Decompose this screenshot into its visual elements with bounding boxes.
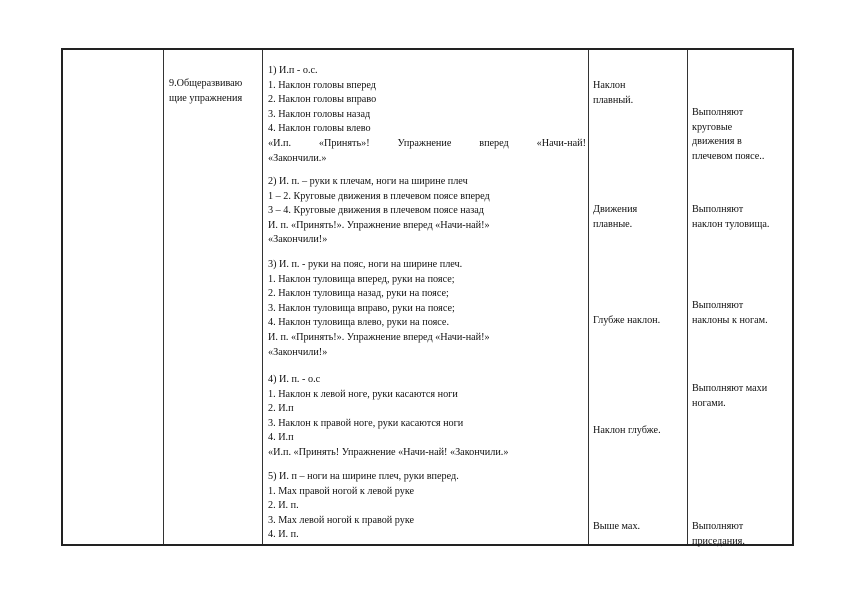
word: «Принять»! <box>318 137 370 149</box>
exercise-line: 1. Наклон туловища вперед, руки на поясе; <box>268 273 455 285</box>
exercise-line: 1. Наклон головы вперед <box>268 79 376 91</box>
exercise-line: 3. Наклон головы назад <box>268 108 371 120</box>
action-line: приседания. <box>692 535 745 547</box>
note-line: Выше мах. <box>593 521 641 532</box>
exercise-line: 4. И.п <box>268 432 294 444</box>
section-title <box>169 77 261 106</box>
action-4 <box>692 382 792 411</box>
section-title-line: щие упражнения <box>169 92 243 104</box>
exercise-line: 1) И.п - о.с. <box>268 65 318 76</box>
action-line: Выполняют махи <box>692 383 768 394</box>
action-line: наклоны к ногам. <box>692 314 768 326</box>
column-divider <box>588 50 589 544</box>
note-line: Глубже наклон. <box>593 315 661 326</box>
exercise-line: 5) И. п – ноги на ширине плеч, руки вперед. <box>268 471 459 482</box>
action-line: Выполняют <box>692 204 744 215</box>
exercise-line: 3) И. п. - руки на пояс, ноги на ширине плеч. <box>268 259 463 270</box>
exercise-line: 3 – 4. Круговые движения в плечевом поясе назад <box>268 205 484 217</box>
exercise-line: 2) И. п. – руки к плечам, ноги на ширине плеч <box>268 176 468 187</box>
exercise-block-1 <box>268 64 586 166</box>
exercise-line: 1 – 2. Круговые движения в плечевом поясе вперед <box>268 190 490 202</box>
exercise-line: 3. Наклон к правой ноге, руки касаются ноги <box>268 417 464 429</box>
section-title-line: 9.Общеразвиваю <box>169 78 243 89</box>
exercise-line: И. п. «Принять!». Упражнение вперед «Начи-най!» <box>268 219 490 231</box>
action-line: плечевом поясе.. <box>692 150 765 162</box>
action-line: ногами. <box>692 397 726 409</box>
note-line: Движения <box>593 204 638 215</box>
action-line: круговые <box>692 121 733 133</box>
exercise-block-5 <box>268 470 586 543</box>
word: «И.п. <box>268 137 291 149</box>
exercise-line: И. п. «Принять!». Упражнение вперед «Начи-най!» <box>268 331 490 343</box>
exercise-line: 3. Наклон туловища вправо, руки на поясе; <box>268 302 455 314</box>
note-5 <box>593 520 685 535</box>
action-line: наклон туловища. <box>692 218 770 230</box>
word: вперед <box>479 137 509 149</box>
exercise-block-2 <box>268 175 586 248</box>
note-1 <box>593 79 685 108</box>
exercise-line: 2. И. п. <box>268 500 299 512</box>
exercise-line: 1. Мах правой ногой к левой руке <box>268 485 415 497</box>
action-1 <box>692 106 792 164</box>
exercise-line: 2. И.п <box>268 403 294 415</box>
action-3 <box>692 299 792 328</box>
exercise-table <box>61 48 794 546</box>
action-2 <box>692 203 792 232</box>
exercise-line: 1. Наклон к левой ноге, руки касаются ноги <box>268 388 458 400</box>
note-4 <box>593 424 685 439</box>
exercise-line: 4. Наклон головы влево <box>268 123 371 135</box>
exercise-line: 3. Мах левой ногой к правой руке <box>268 514 415 526</box>
column-divider <box>687 50 688 544</box>
note-line: Наклон <box>593 80 626 91</box>
exercise-line-justified <box>268 137 586 152</box>
action-line: Выполняют <box>692 107 744 118</box>
exercise-line: 2. Наклон головы вправо <box>268 94 377 106</box>
word: «Начи-най! <box>536 137 586 149</box>
note-2 <box>593 203 685 232</box>
exercise-line: «Закончили.» <box>268 152 327 164</box>
note-line: плавные. <box>593 218 633 230</box>
action-5 <box>692 520 792 549</box>
exercise-line: 4. И. п. <box>268 529 299 541</box>
exercise-line: 4. Наклон туловища влево, руки на поясе. <box>268 317 449 329</box>
note-3 <box>593 314 685 329</box>
note-line: плавный. <box>593 94 634 106</box>
action-line: движения в <box>692 136 742 148</box>
note-line: Наклон глубже. <box>593 425 661 436</box>
word: Упражнение <box>397 137 452 149</box>
exercise-block-3 <box>268 258 586 360</box>
action-line: Выполняют <box>692 521 744 532</box>
action-line: Выполняют <box>692 300 744 311</box>
exercise-block-4 <box>268 373 586 461</box>
column-divider <box>262 50 263 544</box>
exercise-line: 2. Наклон туловища назад, руки на поясе; <box>268 288 449 300</box>
exercise-line: 4) И. п. - о.с <box>268 374 321 385</box>
column-divider <box>163 50 164 544</box>
exercise-line: «Закончили!» <box>268 346 328 358</box>
exercise-line: «Закончили!» <box>268 234 328 246</box>
exercise-line: «И.п. «Принять! Упражнение «Начи-най! «Закончили.» <box>268 446 509 458</box>
